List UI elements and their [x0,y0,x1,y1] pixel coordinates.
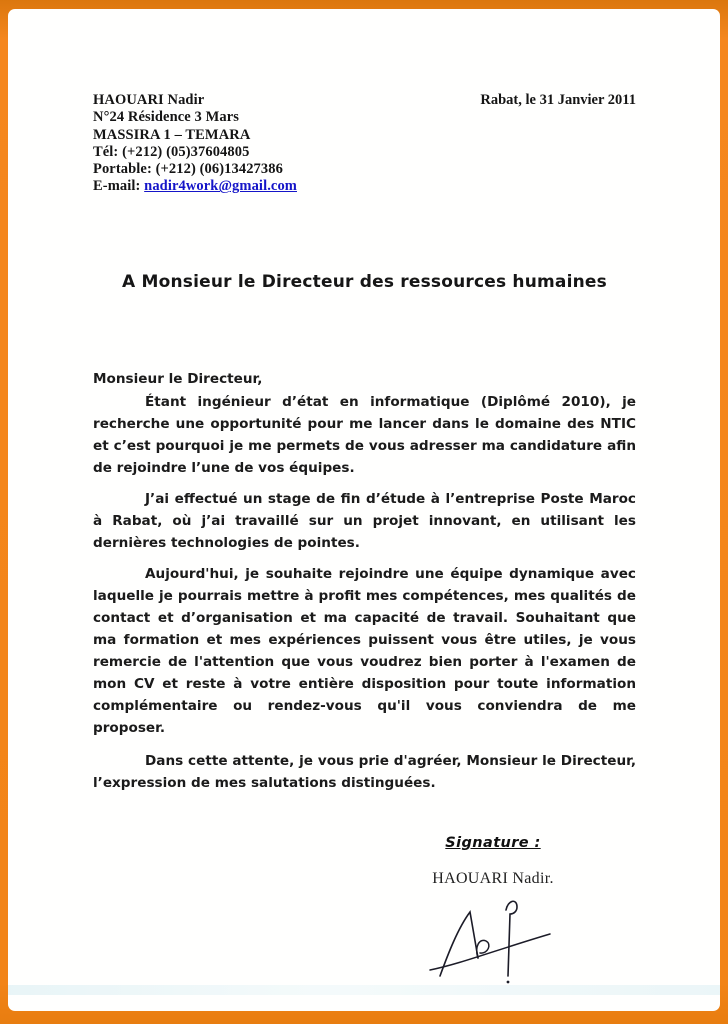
sender-mobile: Portable: (+212) (06)13427386 [93,161,283,178]
sender-phone: Tél: (+212) (05)37604805 [93,143,250,160]
paragraph-3: Aujourd'hui, je souhaite rejoindre une équipe dynamique avec laquelle je pourrais mettre à profit mes compétences, mes qualités de contact et d’organisation et ma capacité de travail. Souhaitant que ma formation et mes expériences puissent vous être utiles, je vous remercie de l'attention que vous voudrez bien porter à l'examen de mon CV et reste à votre entière disposition pour toute information complémentaire ou rendez-vous qu'il vous conviendra de me proposer. [93,565,636,736]
email-label: E-mail: [93,178,141,195]
paragraph-1: Étant ingénieur d’état en informatique (Diplômé 2010), je recherche une opportunité pour me lancer dans le domaine des NTIC et c’est pourquoi je me permets de vous adresser ma candidature afin de rejoindre l’une de vos équipes. [93,393,636,476]
sender-address-line1: N°24 Résidence 3 Mars [93,109,240,126]
paragraph-2: J’ai effectué un stage de fin d’étude à l’entreprise Poste Maroc à Rabat, où j’ai travaillé sur un projet innovant, en utilisant les dernières technologies de pointes. [93,490,636,551]
letter-body [93,368,636,794]
letter-title: A Monsieur le Directeur des ressources humaines [122,271,607,292]
sender-address-line2: MASSIRA 1 – TEMARA [93,126,251,143]
email-link[interactable]: nadir4work@gmail.com [144,178,297,195]
sender-block [93,92,297,196]
signature-block [378,832,608,984]
letter-date: Rabat, le 31 Janvier 2011 [480,92,636,108]
signature-name: HAOUARI Nadir. [432,869,554,887]
signature-label: Signature : [445,834,541,851]
letter-page [8,9,720,1011]
letter-header [93,92,636,196]
letter-content [8,9,720,1011]
salutation: Monsieur le Directeur, [93,370,263,387]
sender-name: HAOUARI Nadir [93,92,205,108]
sender-email-line [93,178,297,195]
paragraph-closing: Dans cette attente, je vous prie d'agréer, Monsieur le Directeur, l’expression de mes salutations distinguées. [93,752,636,791]
handwritten-signature-icon [418,892,568,984]
